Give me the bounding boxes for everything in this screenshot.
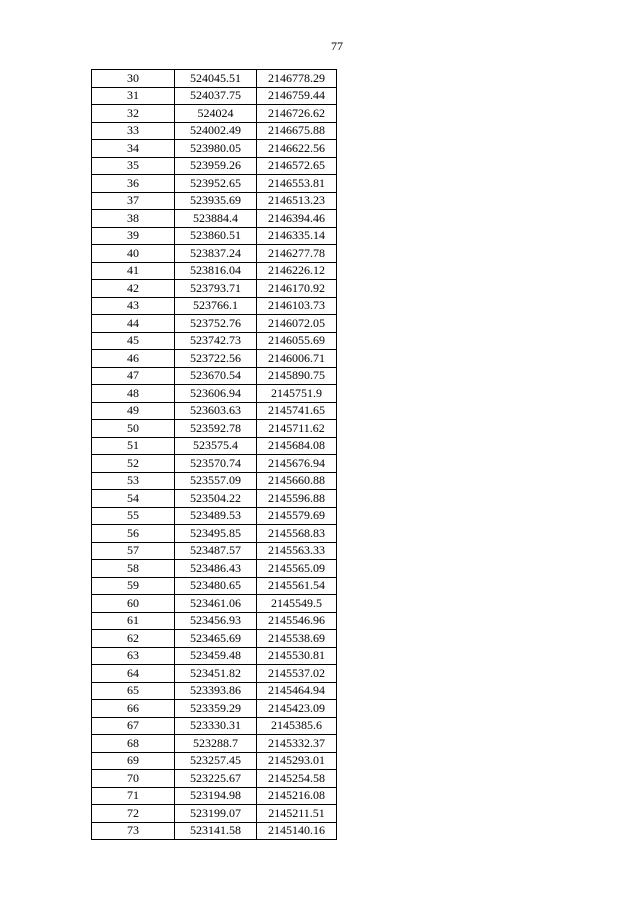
table-row bbox=[92, 647, 337, 665]
point-number-cell: 66 bbox=[92, 700, 175, 718]
point-number-cell: 55 bbox=[92, 507, 175, 525]
table-row bbox=[92, 315, 337, 333]
y-coordinate-cell: 2145741.65 bbox=[257, 402, 337, 420]
y-coordinate-cell: 2146778.29 bbox=[257, 70, 337, 88]
point-number-cell: 40 bbox=[92, 245, 175, 263]
y-coordinate-cell: 2145549.5 bbox=[257, 595, 337, 613]
table-row bbox=[92, 350, 337, 368]
point-number-cell: 39 bbox=[92, 227, 175, 245]
table-row bbox=[92, 595, 337, 613]
table-row bbox=[92, 385, 337, 403]
x-coordinate-cell: 523603.63 bbox=[175, 402, 257, 420]
y-coordinate-cell: 2145546.96 bbox=[257, 612, 337, 630]
y-coordinate-cell: 2146513.23 bbox=[257, 192, 337, 210]
y-coordinate-cell: 2145676.94 bbox=[257, 455, 337, 473]
y-coordinate-cell: 2145423.09 bbox=[257, 700, 337, 718]
x-coordinate-cell: 523816.04 bbox=[175, 262, 257, 280]
y-coordinate-cell: 2146006.71 bbox=[257, 350, 337, 368]
point-number-cell: 35 bbox=[92, 157, 175, 175]
table-row bbox=[92, 700, 337, 718]
x-coordinate-cell: 523459.48 bbox=[175, 647, 257, 665]
page-number: 77 bbox=[331, 39, 343, 53]
y-coordinate-cell: 2145530.81 bbox=[257, 647, 337, 665]
x-coordinate-cell: 523742.73 bbox=[175, 332, 257, 350]
table-row bbox=[92, 787, 337, 805]
table-row bbox=[92, 297, 337, 315]
point-number-cell: 43 bbox=[92, 297, 175, 315]
x-coordinate-cell: 523486.43 bbox=[175, 560, 257, 578]
point-number-cell: 56 bbox=[92, 525, 175, 543]
table-row bbox=[92, 210, 337, 228]
coordinates-table-body bbox=[92, 70, 337, 840]
y-coordinate-cell: 2145684.08 bbox=[257, 437, 337, 455]
x-coordinate-cell: 523722.56 bbox=[175, 350, 257, 368]
y-coordinate-cell: 2146226.12 bbox=[257, 262, 337, 280]
point-number-cell: 46 bbox=[92, 350, 175, 368]
table-row bbox=[92, 525, 337, 543]
table-row bbox=[92, 770, 337, 788]
table-row bbox=[92, 752, 337, 770]
y-coordinate-cell: 2145293.01 bbox=[257, 752, 337, 770]
x-coordinate-cell: 523141.58 bbox=[175, 822, 257, 840]
x-coordinate-cell: 523465.69 bbox=[175, 630, 257, 648]
table-row bbox=[92, 122, 337, 140]
table-row bbox=[92, 245, 337, 263]
table-row bbox=[92, 420, 337, 438]
table-row bbox=[92, 140, 337, 158]
point-number-cell: 44 bbox=[92, 315, 175, 333]
y-coordinate-cell: 2145332.37 bbox=[257, 735, 337, 753]
point-number-cell: 42 bbox=[92, 280, 175, 298]
x-coordinate-cell: 523199.07 bbox=[175, 805, 257, 823]
x-coordinate-cell: 523461.06 bbox=[175, 595, 257, 613]
x-coordinate-cell: 523495.85 bbox=[175, 525, 257, 543]
table-row bbox=[92, 805, 337, 823]
point-number-cell: 51 bbox=[92, 437, 175, 455]
table-row bbox=[92, 192, 337, 210]
x-coordinate-cell: 523959.26 bbox=[175, 157, 257, 175]
y-coordinate-cell: 2145596.88 bbox=[257, 490, 337, 508]
x-coordinate-cell: 523330.31 bbox=[175, 717, 257, 735]
table-row bbox=[92, 227, 337, 245]
y-coordinate-cell: 2145568.83 bbox=[257, 525, 337, 543]
point-number-cell: 70 bbox=[92, 770, 175, 788]
y-coordinate-cell: 2145140.16 bbox=[257, 822, 337, 840]
y-coordinate-cell: 2145254.58 bbox=[257, 770, 337, 788]
point-number-cell: 54 bbox=[92, 490, 175, 508]
y-coordinate-cell: 2145563.33 bbox=[257, 542, 337, 560]
x-coordinate-cell: 523752.76 bbox=[175, 315, 257, 333]
x-coordinate-cell: 523489.53 bbox=[175, 507, 257, 525]
y-coordinate-cell: 2146675.88 bbox=[257, 122, 337, 140]
y-coordinate-cell: 2145751.9 bbox=[257, 385, 337, 403]
x-coordinate-cell: 523575.4 bbox=[175, 437, 257, 455]
y-coordinate-cell: 2146072.05 bbox=[257, 315, 337, 333]
point-number-cell: 33 bbox=[92, 122, 175, 140]
y-coordinate-cell: 2146103.73 bbox=[257, 297, 337, 315]
y-coordinate-cell: 2145579.69 bbox=[257, 507, 337, 525]
table-row bbox=[92, 157, 337, 175]
y-coordinate-cell: 2145711.62 bbox=[257, 420, 337, 438]
table-row bbox=[92, 280, 337, 298]
table-row bbox=[92, 367, 337, 385]
point-number-cell: 38 bbox=[92, 210, 175, 228]
coordinates-table bbox=[91, 69, 337, 840]
point-number-cell: 32 bbox=[92, 105, 175, 123]
y-coordinate-cell: 2146553.81 bbox=[257, 175, 337, 193]
x-coordinate-cell: 523451.82 bbox=[175, 665, 257, 683]
y-coordinate-cell: 2145385.6 bbox=[257, 717, 337, 735]
x-coordinate-cell: 523393.86 bbox=[175, 682, 257, 700]
table-row bbox=[92, 665, 337, 683]
point-number-cell: 63 bbox=[92, 647, 175, 665]
table-row bbox=[92, 175, 337, 193]
x-coordinate-cell: 523504.22 bbox=[175, 490, 257, 508]
table-row bbox=[92, 87, 337, 105]
table-row bbox=[92, 822, 337, 840]
table-row bbox=[92, 507, 337, 525]
y-coordinate-cell: 2145561.54 bbox=[257, 577, 337, 595]
point-number-cell: 50 bbox=[92, 420, 175, 438]
point-number-cell: 59 bbox=[92, 577, 175, 595]
y-coordinate-cell: 2145890.75 bbox=[257, 367, 337, 385]
x-coordinate-cell: 523766.1 bbox=[175, 297, 257, 315]
y-coordinate-cell: 2146726.62 bbox=[257, 105, 337, 123]
y-coordinate-cell: 2145211.51 bbox=[257, 805, 337, 823]
y-coordinate-cell: 2145464.94 bbox=[257, 682, 337, 700]
table-row bbox=[92, 612, 337, 630]
x-coordinate-cell: 523288.7 bbox=[175, 735, 257, 753]
table-row bbox=[92, 577, 337, 595]
y-coordinate-cell: 2146759.44 bbox=[257, 87, 337, 105]
y-coordinate-cell: 2145538.69 bbox=[257, 630, 337, 648]
point-number-cell: 67 bbox=[92, 717, 175, 735]
table-row bbox=[92, 455, 337, 473]
x-coordinate-cell: 524024 bbox=[175, 105, 257, 123]
x-coordinate-cell: 523884.4 bbox=[175, 210, 257, 228]
x-coordinate-cell: 523480.65 bbox=[175, 577, 257, 595]
x-coordinate-cell: 523359.29 bbox=[175, 700, 257, 718]
x-coordinate-cell: 523257.45 bbox=[175, 752, 257, 770]
point-number-cell: 61 bbox=[92, 612, 175, 630]
point-number-cell: 53 bbox=[92, 472, 175, 490]
table-row bbox=[92, 682, 337, 700]
y-coordinate-cell: 2146055.69 bbox=[257, 332, 337, 350]
point-number-cell: 31 bbox=[92, 87, 175, 105]
point-number-cell: 60 bbox=[92, 595, 175, 613]
x-coordinate-cell: 523606.94 bbox=[175, 385, 257, 403]
y-coordinate-cell: 2146335.14 bbox=[257, 227, 337, 245]
point-number-cell: 30 bbox=[92, 70, 175, 88]
x-coordinate-cell: 523980.05 bbox=[175, 140, 257, 158]
point-number-cell: 34 bbox=[92, 140, 175, 158]
table-row bbox=[92, 402, 337, 420]
table-row bbox=[92, 437, 337, 455]
table-row bbox=[92, 490, 337, 508]
table-row bbox=[92, 735, 337, 753]
point-number-cell: 52 bbox=[92, 455, 175, 473]
point-number-cell: 69 bbox=[92, 752, 175, 770]
table-row bbox=[92, 262, 337, 280]
x-coordinate-cell: 523592.78 bbox=[175, 420, 257, 438]
point-number-cell: 48 bbox=[92, 385, 175, 403]
y-coordinate-cell: 2146170.92 bbox=[257, 280, 337, 298]
x-coordinate-cell: 524037.75 bbox=[175, 87, 257, 105]
point-number-cell: 37 bbox=[92, 192, 175, 210]
table-row bbox=[92, 542, 337, 560]
x-coordinate-cell: 523570.74 bbox=[175, 455, 257, 473]
point-number-cell: 47 bbox=[92, 367, 175, 385]
point-number-cell: 65 bbox=[92, 682, 175, 700]
table-row bbox=[92, 630, 337, 648]
x-coordinate-cell: 523935.69 bbox=[175, 192, 257, 210]
y-coordinate-cell: 2146394.46 bbox=[257, 210, 337, 228]
point-number-cell: 41 bbox=[92, 262, 175, 280]
x-coordinate-cell: 523670.54 bbox=[175, 367, 257, 385]
table-row bbox=[92, 332, 337, 350]
y-coordinate-cell: 2145537.02 bbox=[257, 665, 337, 683]
table-row bbox=[92, 472, 337, 490]
point-number-cell: 72 bbox=[92, 805, 175, 823]
y-coordinate-cell: 2145565.09 bbox=[257, 560, 337, 578]
y-coordinate-cell: 2146277.78 bbox=[257, 245, 337, 263]
x-coordinate-cell: 524045.51 bbox=[175, 70, 257, 88]
point-number-cell: 45 bbox=[92, 332, 175, 350]
y-coordinate-cell: 2146622.56 bbox=[257, 140, 337, 158]
point-number-cell: 36 bbox=[92, 175, 175, 193]
table-row bbox=[92, 70, 337, 88]
x-coordinate-cell: 523487.57 bbox=[175, 542, 257, 560]
y-coordinate-cell: 2145216.08 bbox=[257, 787, 337, 805]
y-coordinate-cell: 2146572.65 bbox=[257, 157, 337, 175]
x-coordinate-cell: 523225.67 bbox=[175, 770, 257, 788]
point-number-cell: 71 bbox=[92, 787, 175, 805]
x-coordinate-cell: 524002.49 bbox=[175, 122, 257, 140]
point-number-cell: 49 bbox=[92, 402, 175, 420]
x-coordinate-cell: 523860.51 bbox=[175, 227, 257, 245]
x-coordinate-cell: 523557.09 bbox=[175, 472, 257, 490]
point-number-cell: 57 bbox=[92, 542, 175, 560]
x-coordinate-cell: 523793.71 bbox=[175, 280, 257, 298]
point-number-cell: 73 bbox=[92, 822, 175, 840]
x-coordinate-cell: 523952.65 bbox=[175, 175, 257, 193]
y-coordinate-cell: 2145660.88 bbox=[257, 472, 337, 490]
x-coordinate-cell: 523837.24 bbox=[175, 245, 257, 263]
point-number-cell: 64 bbox=[92, 665, 175, 683]
point-number-cell: 58 bbox=[92, 560, 175, 578]
table-row bbox=[92, 560, 337, 578]
table-row bbox=[92, 105, 337, 123]
point-number-cell: 68 bbox=[92, 735, 175, 753]
x-coordinate-cell: 523456.93 bbox=[175, 612, 257, 630]
table-row bbox=[92, 717, 337, 735]
x-coordinate-cell: 523194.98 bbox=[175, 787, 257, 805]
point-number-cell: 62 bbox=[92, 630, 175, 648]
